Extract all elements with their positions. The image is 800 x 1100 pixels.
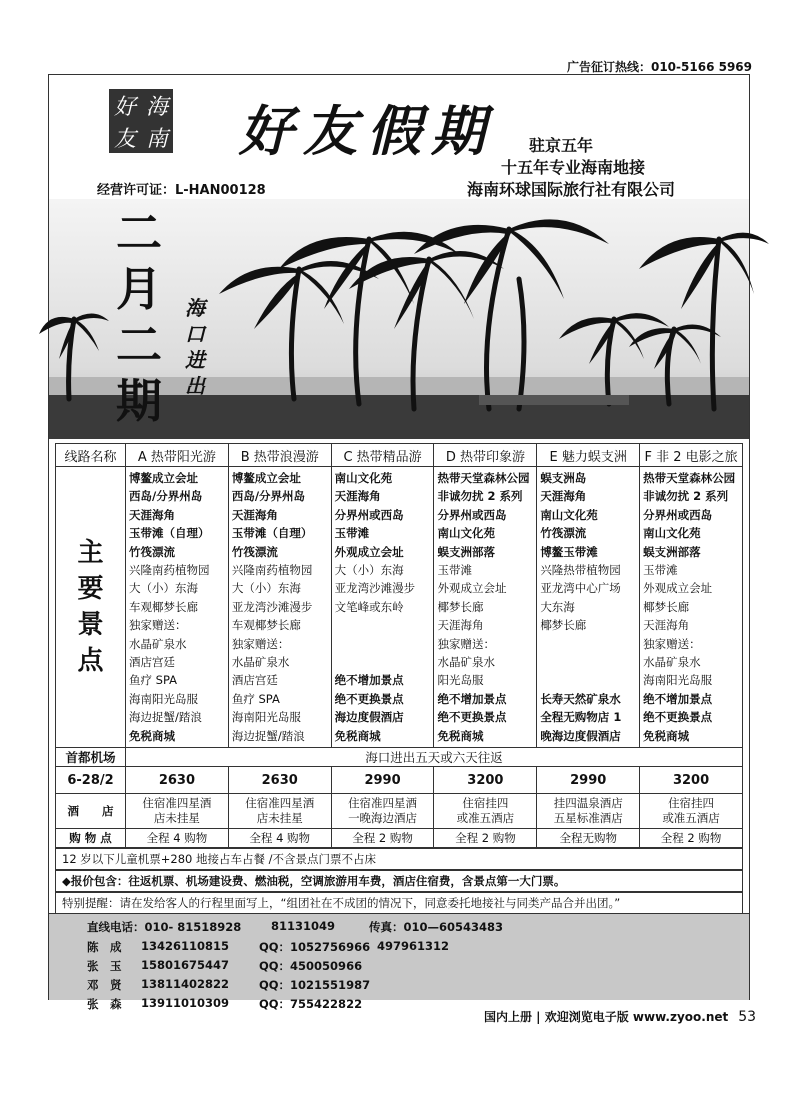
price-cell: 3200 — [640, 767, 743, 794]
spot-item — [540, 653, 636, 671]
spot-item: 长寿天然矿泉水 — [540, 691, 621, 706]
route-header-label: 线路名称 — [56, 444, 126, 467]
spot-item: 椰梦长廊 — [437, 599, 484, 614]
hotel-line: 挂四温泉酒店 — [553, 796, 623, 811]
logo-char: 南 — [145, 126, 168, 152]
spot-item: 天涯海角 — [334, 489, 381, 504]
spot-item: 南山文化苑 — [643, 526, 701, 541]
spot-item: 亚龙湾中心广场 — [540, 581, 621, 596]
spot-item: 酒店宫廷 — [231, 673, 278, 688]
contact-phone: 13811402822 — [141, 977, 230, 991]
route-table — [55, 443, 743, 914]
spot-item: 免税商城 — [643, 728, 690, 743]
spots-cell — [537, 467, 640, 748]
tagline-specialty: 十五年专业海南地接 — [501, 158, 646, 177]
shopping-cell: 全程 4 购物 — [126, 829, 229, 848]
logo-char: 好 — [113, 94, 136, 120]
spots-label-char: 景 — [77, 610, 104, 641]
fax: 传真：010—60543483 — [369, 920, 504, 934]
children-note: 12 岁以下儿童机票+280 地接占车占餐 /不含景点门票不占床 — [55, 848, 743, 870]
issue-title-char: 二 — [116, 206, 162, 260]
price-cell: 2630 — [228, 767, 331, 794]
spot-item: 热带天堂森林公园 — [437, 471, 530, 485]
spot-item: 热带天堂森林公园 — [643, 471, 736, 485]
spot-item: 阳光岛服 — [437, 673, 484, 688]
spot-item: 大（小）东海 — [231, 581, 301, 596]
spot-item: 博鳌玉带滩 — [540, 544, 598, 559]
contact-panel — [49, 913, 749, 1011]
route-name: A 热带阳光游 — [126, 444, 229, 467]
spot-item: 车观椰梦长廊 — [129, 599, 198, 614]
spot-item: 晚海边度假酒店 — [540, 728, 621, 743]
spot-item: 玉带滩 — [437, 563, 472, 578]
route-name: E 魅力蜈支洲 — [537, 444, 640, 467]
hotel-cell — [434, 794, 537, 829]
spot-item: 绝不增加景点 — [334, 673, 404, 688]
license-number: 经营许可证：L-HAN00128 — [97, 183, 266, 198]
spot-item: 外观成立会址 — [437, 581, 507, 596]
spot-item: 免税商城 — [437, 728, 484, 743]
spot-item: 兴隆南药植物园 — [129, 563, 210, 578]
contact-phone: 15801675447 — [141, 958, 230, 972]
spot-item: 非诚勿扰 2 系列 — [643, 489, 729, 504]
price-cell: 3200 — [434, 767, 537, 794]
spot-item: 南山文化苑 — [334, 471, 393, 485]
spot-item: 免税商城 — [129, 728, 175, 743]
spot-item: 分界州或西岛 — [643, 507, 713, 522]
logo — [109, 89, 173, 153]
shopping-cell: 全程 4 购物 — [228, 829, 331, 848]
spot-item: 椰梦长廊 — [643, 599, 690, 614]
spots-label-char: 主 — [77, 538, 104, 569]
spot-item: 车观椰梦长廊 — [231, 618, 301, 633]
spot-item: 玉带滩 — [334, 526, 370, 541]
spot-item: 蜈支洲岛 — [540, 471, 587, 485]
spot-item — [335, 653, 431, 671]
spots-cell — [228, 467, 331, 748]
spot-item: 独家赠送： — [231, 636, 290, 651]
spot-item: 椰梦长廊 — [540, 618, 587, 633]
spot-item: 博鳌成立会址 — [231, 471, 301, 485]
spot-item: 亚龙湾沙滩漫步 — [334, 581, 416, 596]
spot-item: 分界州或西岛 — [437, 507, 507, 522]
price-cell: 2630 — [126, 767, 229, 794]
spot-item: 水晶矿泉水 — [437, 655, 495, 670]
spots-label — [56, 467, 126, 748]
spot-item: 兴隆热带植物园 — [540, 563, 621, 578]
spot-item: 鱼疗 SPA — [231, 691, 280, 706]
route-name: B 热带浪漫游 — [228, 444, 331, 467]
ad-hotline: 广告征订热线：010-5166 5969 — [566, 60, 752, 74]
contact-qq: QQ：1021551987 — [259, 978, 371, 992]
subtitle-char: 口 — [185, 322, 205, 346]
spot-item: 亚龙湾沙滩漫步 — [231, 599, 313, 614]
hotel-cell — [640, 794, 743, 829]
contact-extra: 497961312 — [377, 939, 450, 953]
shopping-cell: 全程 2 购物 — [434, 829, 537, 848]
spot-item: 海南阳光岛服 — [129, 691, 198, 706]
spot-item: 南山文化苑 — [540, 507, 598, 522]
contact-qq: QQ：450050966 — [259, 959, 363, 973]
hero-photo — [49, 199, 749, 439]
hotel-line: 店未挂星 — [256, 811, 303, 826]
spot-item: 天涯海角 — [643, 618, 690, 633]
page-number: 53 — [738, 1009, 757, 1025]
logo-char: 海 — [145, 94, 168, 120]
spot-item: 水晶矿泉水 — [231, 655, 290, 670]
contact-name: 陈 成 — [87, 940, 122, 954]
route-name: D 热带印象游 — [434, 444, 537, 467]
brand-title: 好友假期 — [239, 99, 495, 163]
contact-name: 邓 贤 — [87, 978, 122, 992]
date-label: 6-28/2 — [56, 767, 126, 794]
airport-row — [56, 748, 743, 767]
hotel-cell — [228, 794, 331, 829]
logo-char: 友 — [113, 126, 136, 152]
contact-name: 张 森 — [87, 997, 122, 1011]
spot-item: 大（小）东海 — [129, 581, 198, 596]
spot-item: 博鳌成立会址 — [129, 471, 198, 485]
spot-item: 海南阳光岛服 — [231, 710, 301, 725]
spot-item: 绝不更换景点 — [334, 691, 404, 706]
hotel-line: 住宿准四星酒 — [142, 796, 212, 811]
spot-item: 海边捉蟹/踏浪 — [129, 710, 202, 725]
contact-phone: 13426110815 — [141, 939, 230, 953]
hotel-row — [56, 794, 743, 829]
includes-note: ◆报价包含：往返机票、机场建设费、燃油税，空调旅游用车费，酒店住宿费，含景点第一大门票。 — [55, 870, 743, 892]
issue-title-char: 期 — [116, 374, 162, 428]
hotline-2: 81131049 — [271, 919, 336, 933]
spot-item: 天涯海角 — [437, 618, 484, 633]
price-row — [56, 767, 743, 794]
spot-item: 水晶矿泉水 — [643, 655, 701, 670]
hotel-line: 五星标准酒店 — [553, 811, 623, 826]
spot-item: 分界州或西岛 — [334, 507, 404, 522]
spot-item: 竹筏漂流 — [540, 526, 587, 541]
spot-item: 绝不增加景点 — [643, 691, 713, 706]
spot-item — [540, 635, 636, 653]
hotel-line: 住宿挂四 — [462, 796, 509, 811]
spot-item: 玉带滩 — [643, 563, 678, 578]
hotel-line: 一晚海边酒店 — [348, 811, 418, 826]
spot-item: 文笔峰或东岭 — [334, 599, 404, 614]
spot-item: 外观成立会址 — [643, 581, 713, 596]
hotel-line: 住宿准四星酒 — [245, 796, 315, 811]
spot-item: 酒店宫廷 — [129, 655, 175, 670]
tagline-years: 驻京五年 — [529, 136, 594, 155]
hotel-line: 或准五酒店 — [662, 811, 720, 826]
spot-item: 绝不更换景点 — [437, 710, 507, 725]
spot-item: 西岛/分界州岛 — [129, 489, 203, 504]
spot-item: 蜈支洲部落 — [643, 544, 701, 559]
spots-label-char: 要 — [77, 574, 104, 605]
route-name: F 非 2 电影之旅 — [640, 444, 743, 467]
spot-item: 兴隆南药植物园 — [231, 563, 313, 578]
spots-row — [56, 467, 743, 748]
company-name: 海南环球国际旅行社有限公司 — [467, 180, 676, 199]
spot-item: 天涯海角 — [540, 489, 587, 504]
spot-item: 绝不增加景点 — [437, 691, 507, 706]
spot-item: 西岛/分界州岛 — [231, 489, 306, 504]
contact-qq: QQ：755422822 — [259, 997, 363, 1011]
airport-label: 首都机场 — [56, 748, 126, 767]
airport-value: 海口进出五天或六天往返 — [126, 748, 743, 767]
page-footer — [484, 1008, 756, 1025]
price-cell: 2990 — [537, 767, 640, 794]
spot-item: 天涯海角 — [231, 507, 278, 522]
hotline: 直线电话：010- 81518928 — [87, 920, 242, 934]
issue-title — [113, 205, 165, 429]
spots-cell — [434, 467, 537, 748]
spot-item: 海边度假酒店 — [334, 710, 404, 725]
spots-cell — [331, 467, 434, 748]
contact-name: 张 玉 — [87, 959, 122, 973]
footer-text: 国内上册 | 欢迎浏览电子版 www.zyoo.net — [484, 1010, 729, 1024]
contact-phone: 13911010309 — [141, 996, 230, 1010]
spots-cell — [126, 467, 229, 748]
spot-item: 南山文化苑 — [437, 526, 495, 541]
spot-item: 竹筏漂流 — [231, 544, 278, 559]
spot-item: 免税商城 — [334, 728, 381, 743]
spots-cell — [640, 467, 743, 748]
hotel-cell — [537, 794, 640, 829]
subtitle-char: 出 — [185, 374, 205, 398]
spot-item: 天涯海角 — [129, 507, 175, 522]
spot-item: 绝不更换景点 — [643, 710, 713, 725]
spot-item: 玉带滩（自理） — [231, 526, 313, 541]
spot-item: 大东海 — [540, 599, 575, 614]
price-cell: 2990 — [331, 767, 434, 794]
spot-item: 玉带滩（自理） — [129, 526, 210, 541]
contact-qq: QQ：1052756966 — [259, 940, 371, 954]
hotel-cell — [331, 794, 434, 829]
spot-item: 独家赠送： — [437, 636, 495, 651]
spot-item: 独家赠送： — [129, 618, 187, 633]
spot-item: 海边捉蟹/踏浪 — [231, 728, 305, 743]
hotel-line: 住宿挂四 — [668, 796, 715, 811]
spots-label-char: 点 — [77, 646, 104, 677]
subtitle-char: 进 — [185, 348, 205, 372]
spot-item: 大（小）东海 — [334, 563, 404, 578]
reminder-note: 特别提醒：请在发给客人的行程里面写上，“组团社在不成团的情况下，同意委托地接社与同类产品合并出团。” — [55, 892, 743, 914]
spot-item — [335, 616, 431, 634]
spot-item: 独家赠送： — [643, 636, 701, 651]
spot-item: 鱼疗 SPA — [129, 673, 178, 688]
route-header-row — [56, 444, 743, 467]
issue-title-char: 二 — [116, 318, 162, 372]
shopping-cell: 全程无购物 — [537, 829, 640, 848]
spot-item: 竹筏漂流 — [129, 544, 175, 559]
spot-item — [335, 635, 431, 653]
spot-item: 蜈支洲部落 — [437, 544, 495, 559]
issue-title-char: 月 — [116, 262, 162, 316]
hotel-cell — [126, 794, 229, 829]
route-subtitle — [181, 295, 209, 399]
spot-item: 水晶矿泉水 — [129, 636, 187, 651]
hotel-label: 酒 店 — [56, 794, 126, 829]
spot-item: 海南阳光岛服 — [643, 673, 713, 688]
hotel-line: 住宿准四星酒 — [348, 796, 418, 811]
subtitle-char: 海 — [185, 296, 205, 320]
hotel-line: 或准五酒店 — [456, 811, 515, 826]
spot-item — [540, 671, 636, 689]
shopping-cell: 全程 2 购物 — [640, 829, 743, 848]
shopping-label: 购 物 点 — [56, 829, 126, 848]
shopping-row — [56, 829, 743, 848]
shopping-cell: 全程 2 购物 — [331, 829, 434, 848]
route-name: C 热带精品游 — [331, 444, 434, 467]
spot-item: 外观成立会址 — [334, 544, 404, 559]
hotel-line: 店未挂星 — [153, 811, 200, 826]
spot-item: 非诚勿扰 2 系列 — [437, 489, 523, 504]
advert-frame — [48, 74, 750, 1011]
spot-item: 全程无购物店 1 — [540, 710, 622, 725]
